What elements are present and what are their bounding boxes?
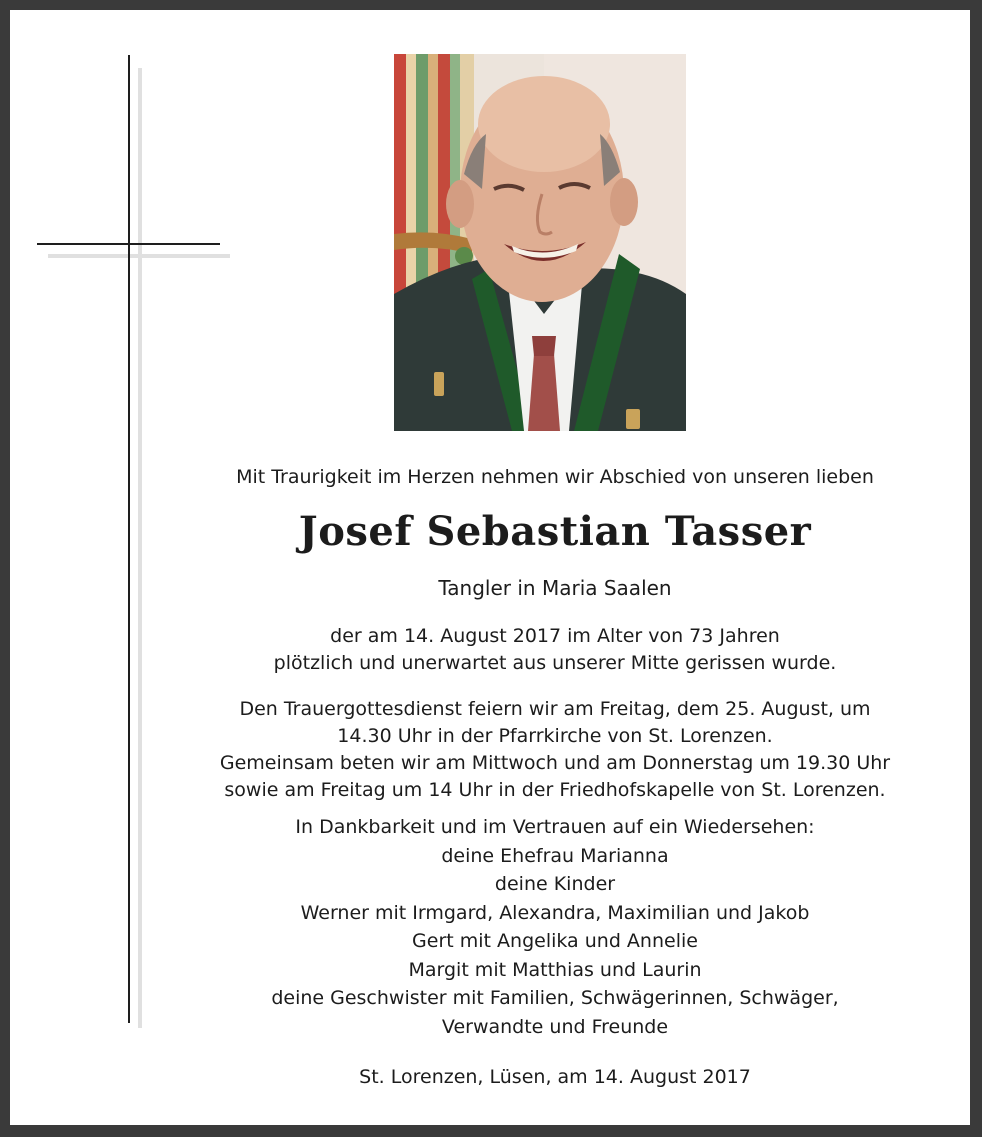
place-date: St. Lorenzen, Lüsen, am 14. August 2017 xyxy=(359,1066,751,1088)
cross-shadow-vertical xyxy=(138,68,142,1028)
cross-icon-horizontal xyxy=(37,243,220,245)
obituary-card xyxy=(10,10,970,1125)
intro-text: Mit Traurigkeit im Herzen nehmen wir Abschied von unseren lieben xyxy=(236,466,874,488)
death-notice xyxy=(150,623,960,677)
death-line: plötzlich und unerwartet aus unserer Mitte gerissen wurde. xyxy=(273,652,837,674)
mourners-line: In Dankbarkeit und im Vertrauen auf ein Wiedersehen: xyxy=(295,816,815,838)
service-line: sowie am Freitag um 14 Uhr in der Friedhofskapelle von St. Lorenzen. xyxy=(224,779,886,801)
mourners-line: deine Kinder xyxy=(494,873,616,895)
mourners-line: Werner mit Irmgard, Alexandra, Maximilian und Jakob xyxy=(300,901,810,924)
mourners-line: deine Ehefrau Marianna xyxy=(441,844,669,867)
mourners-line: Margit mit Matthias und Laurin xyxy=(408,958,702,981)
service-notice xyxy=(150,696,960,804)
death-line: der am 14. August 2017 im Alter von 73 Jahren xyxy=(330,625,780,647)
deceased-name: Josef Sebastian Tasser xyxy=(298,508,812,555)
service-line: Den Trauergottesdienst feiern wir am Freitag, dem 25. August, um xyxy=(239,698,871,720)
mourners-line: Gert mit Angelika und Annelie xyxy=(412,930,698,952)
portrait-photo xyxy=(394,54,686,431)
cross-shadow-horizontal xyxy=(48,254,230,258)
mourners-list xyxy=(150,813,960,1041)
cross-icon-vertical xyxy=(128,55,130,1023)
mourners-line: Verwandte und Freunde xyxy=(441,1015,669,1038)
deceased-subtitle: Tangler in Maria Saalen xyxy=(438,576,672,600)
mourners-line: deine Geschwister mit Familien, Schwägerinnen, Schwäger, xyxy=(271,987,839,1009)
service-line: 14.30 Uhr in der Pfarrkirche von St. Lorenzen. xyxy=(337,725,773,747)
service-line: Gemeinsam beten wir am Mittwoch und am Donnerstag um 19.30 Uhr xyxy=(219,752,891,774)
